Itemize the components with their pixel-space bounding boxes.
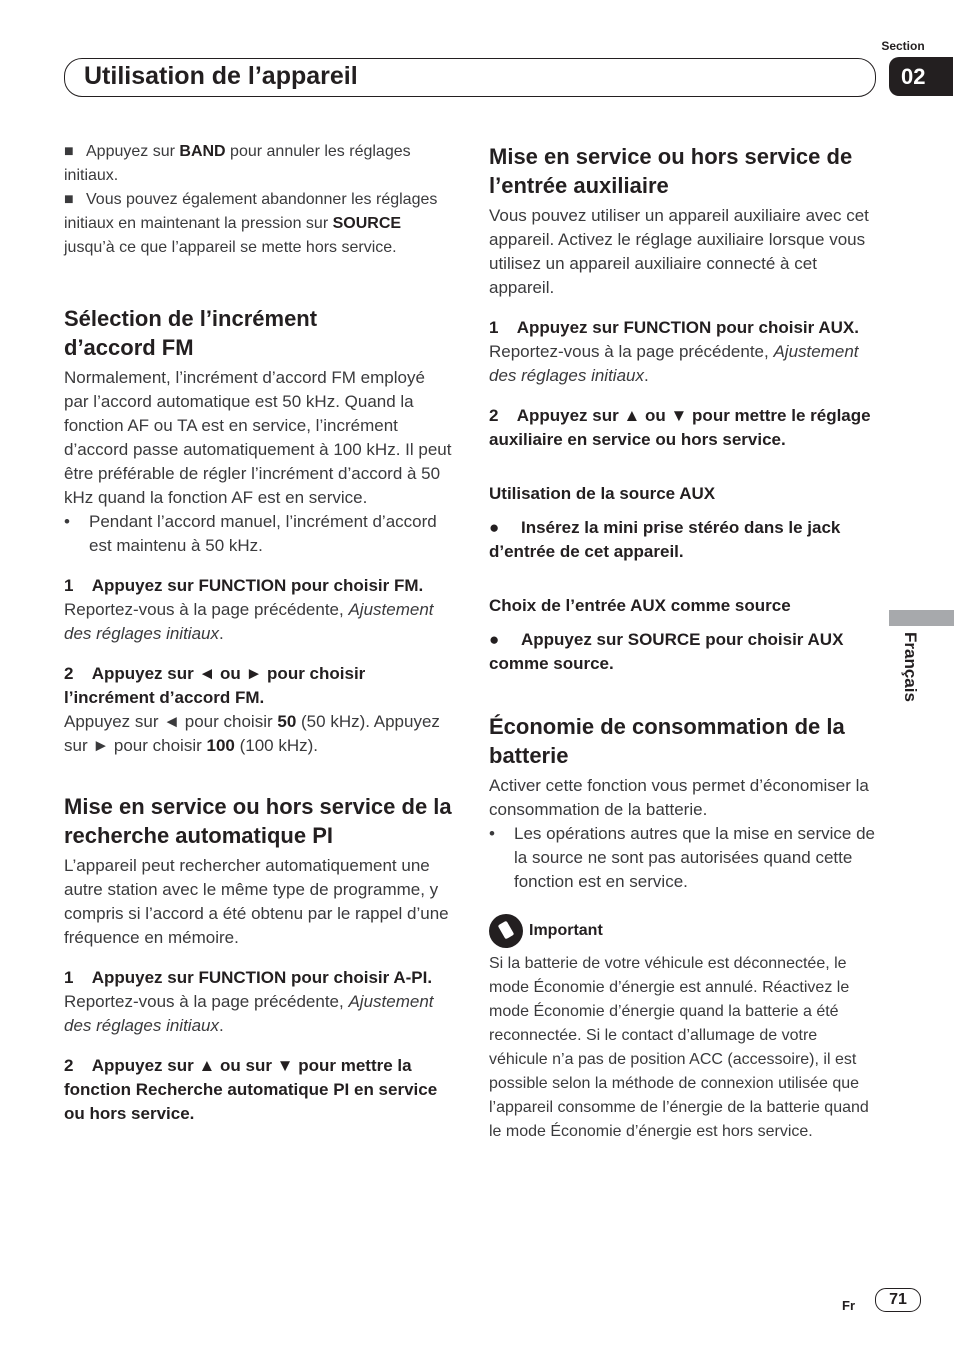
square-bullet-icon: ■: [64, 191, 74, 208]
battery-bullet: • Les opérations autres que la mise en service de la source ne sont pas autorisées quand cette fonction est en service.: [489, 824, 875, 891]
aux-sub2-heading: Choix de l’entrée AUX comme source: [489, 596, 791, 615]
section-number-badge: 02: [889, 57, 953, 96]
page-title: Utilisation de l’appareil: [84, 62, 358, 90]
dot-bullet-icon: •: [489, 824, 495, 843]
fm-step-1-note: Reportez-vous à la page précédente, Ajustement des réglages initiaux.: [64, 600, 434, 643]
left-column: [64, 140, 454, 1126]
aux-heading: Mise en service ou hors service de l’entrée auxiliaire: [489, 144, 853, 198]
aux-sub1-item: ● Insérez la mini prise stéréo dans le jack d’entrée de cet appareil.: [489, 518, 841, 561]
footer-language: Fr: [842, 1298, 855, 1313]
important-label: Important: [529, 922, 603, 939]
important-callout: [489, 914, 879, 1144]
aux-sub2-item: ● Appuyez sur SOURCE pour choisir AUX comme source.: [489, 630, 844, 673]
important-text: Si la batterie de votre véhicule est déconnectée, le mode Économie d’énergie est annulé. Réactivez le mode Économie d’énergie quand la batterie a été reconnectée. Si le contact d’allumage de votre véhicule n’a pas de position ACC (accessoire), il est possible selon la méthode de connexion utilisée que l’appareil consomme de l’énergie de la batterie quand le mode Économie d’énergie est hors service.: [489, 955, 869, 1140]
aux-body: Vous pouvez utiliser un appareil auxiliaire avec cet appareil. Activez le réglage auxiliaire lorsque vous utilisez un appareil auxiliaire connecté à cet appareil.: [489, 206, 869, 297]
language-label: Français: [901, 632, 920, 702]
fm-step-1: 1 Appuyez sur FUNCTION pour choisir FM.: [64, 576, 424, 595]
fm-body: Normalement, l’incrément d’accord FM employé par l’accord automatique est 50 kHz. Quand la fonction AF ou TA est en service, l’incrément d’accord passe automatiquement à 100 kHz. Il peut être préférable de régler l’incrément d’accord à 50 kHz quand la fonction AF est en service.: [64, 368, 452, 507]
filled-circle-bullet-icon: ●: [489, 518, 500, 537]
pi-step-1-note: Reportez-vous à la page précédente, Ajustement des réglages initiaux.: [64, 992, 434, 1035]
aux-step-2: 2 Appuyez sur ▲ ou ▼ pour mettre le réglage auxiliaire en service ou hors service.: [489, 406, 876, 449]
dot-bullet-icon: •: [64, 512, 70, 531]
aux-step-1-note: Reportez-vous à la page précédente, Ajustement des réglages initiaux.: [489, 342, 859, 385]
section-label: Section: [881, 39, 925, 53]
intro-bullet-source: ■ Vous pouvez également abandonner les réglages initiaux en maintenant la pression sur SOURCE jusqu’à ce que l’appareil se mette hors service.: [64, 188, 454, 260]
pi-step-1: 1 Appuyez sur FUNCTION pour choisir A-PI.: [64, 968, 433, 987]
page-number: 71: [875, 1288, 921, 1312]
aux-sub1-heading: Utilisation de la source AUX: [489, 484, 716, 503]
right-column: [489, 140, 879, 1144]
fm-step-2-note: Appuyez sur ◄ pour choisir 50 (50 kHz). Appuyez sur ► pour choisir 100 (100 kHz).: [64, 712, 440, 755]
aux-step-1: 1 Appuyez sur FUNCTION pour choisir AUX.: [489, 318, 859, 337]
square-bullet-icon: ■: [64, 143, 74, 160]
fm-heading: Sélection de l’incrément d’accord FM: [64, 306, 318, 360]
battery-heading: Économie de consommation de la batterie: [489, 714, 845, 768]
battery-body: Activer cette fonction vous permet d’économiser la consommation de la batterie.: [489, 776, 869, 819]
pi-step-2: 2 Appuyez sur ▲ ou sur ▼ pour mettre la fonction Recherche automatique PI en service ou hors service.: [64, 1056, 442, 1123]
important-icon: [489, 914, 523, 948]
filled-circle-bullet-icon: ●: [489, 630, 500, 649]
intro-bullet-band: ■ Appuyez sur BAND pour annuler les réglages initiaux.: [64, 140, 454, 188]
pi-heading: Mise en service ou hors service de la recherche automatique PI: [64, 794, 452, 848]
language-tab: [892, 632, 928, 722]
pi-body: L’appareil peut rechercher automatiquement une autre station avec le même type de programme, y compris si l’accord a été obtenu par le rappel d’une fréquence en mémoire.: [64, 856, 449, 947]
fm-step-2: 2 Appuyez sur ◄ ou ► pour choisir l’incrément d’accord FM.: [64, 664, 371, 707]
fm-bullet: • Pendant l’accord manuel, l’incrément d’accord est maintenu à 50 kHz.: [64, 512, 437, 555]
language-tab-marker: [889, 610, 954, 626]
